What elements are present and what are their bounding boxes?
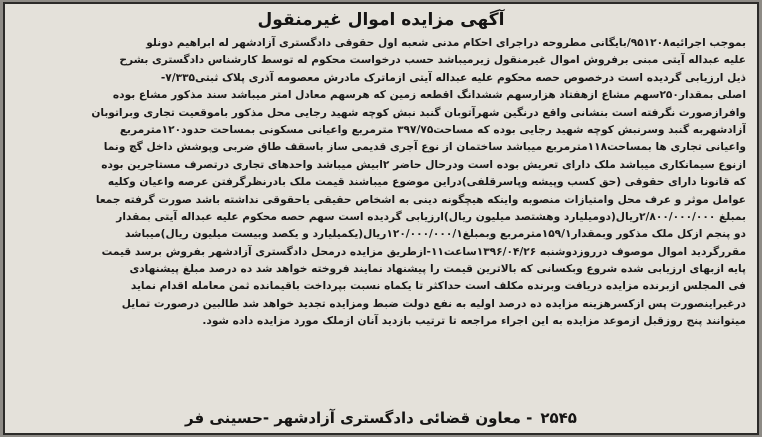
notice-line: بموجب اجرائیه۹۵۱۲۰۸/بایگانی مطروحه دراجرای احکام مدنی شعبه اول حقوقی دادگستری آزادشهر له ابراهیم دونلو [146,37,746,49]
notice-line: درغیراینصورت پس ازکسرهزینه مزایده ده درصد اولیه به نفع دولت ضبط ومزایده تجدید خواهد شد طالبین درصورت تمایل [121,297,746,310]
notice-title: آگهی مزایده اموال غیرمنقول [257,10,505,30]
footer-signature: - معاون قضائی دادگستری آزادشهر -حسینی فر [185,409,533,427]
notice-line: مقررگردید اموال موصوف درروزدوشنبه ۱۳۹۶/۰۴/۲۶ساعت۱۱-ازطریق مزایده درمحل دادگستری آزادشهر بفروش برسد قیمت [101,245,746,258]
notice-footer [5,406,757,430]
notice-line: اصلی بمقدار۲۵۰سهم مشاع ازهفتاد هزارسهم ششدانگ اقطعه زمین که هرسهم معادل امتر میباشد سند مذکور مشاع بوده [112,89,746,102]
notice-line: فی المجلس ازبرنده مزایده دریافت وبرنده مکلف است حداکثر تا یکماه نسبت بپرداخت باقیمانده ثمن معامله اقدام نماید [130,280,746,293]
notice-line: علیه عبداله آیتی مبنی برفروش اموال غیرمنقول زیرمیباشد حسب درخواست محکوم له توسط کارشناس دادگستری بشرح [119,54,746,67]
notice-line: که قانونا دارای حقوقی (حق کسب وپیشه وپاسرقلفی)دراین موضوع میباشند قیمت ملک بادرنظرگرفتن عرصه واعیان وکلیه [107,176,746,189]
notice-body [14,35,746,331]
footer-number: ۲۵۴۵ [540,409,577,427]
notice-line: واعیانی تجاری ها بمساحت۱۱۸مترمربع میباشد ساختمان از نوع آجری قدیمی ساز باسقف طاق ضربی وپوشش داخل گچ ونما [103,141,746,154]
notice-line: بمبلغ ۲/۸۰۰/۰۰۰/۰۰۰ریال(دومیلیارد وهشتصد میلیون ریال)ارزیابی گردیده است سهم حصه محکوم علیه عبداله آیتی بمقدار [116,210,746,223]
notice-line: پایه ازبهای ارزیابی شده شروع وبکسانی که بالاترین قیمت را پیشنهاد نمایند فروخته خواهد شد ده درصد مبلغ پیشنهادی [129,263,746,276]
notice-line: وافرازصورت نگرفته است بنشانی واقع درنگین شهرآتوبان گنبد نبش کوچه شهید رجایی محل مذکور باموقعیت تجاری وبراتوبان [91,106,746,119]
notice-line: میتوانند پنج روزقبل ازموعد مزایده به این اجراء مراجعه تا ترتیب بازدید آنان ازملک مورد مزایده داده شود. [202,315,746,328]
notice-line: ذیل ارزیابی گردیده است درخصوص حصه محکوم علیه عبداله آیتی ازماترک مادرش معصومه آذری پلاک ثبتی۷/۳۳۵- [160,71,746,84]
notice-line: آزادشهربه گنبد وسرنبش کوچه شهید رجایی بوده که مساحت۳۹۷/۷۵ مترمربع واعیانی مسکونی بمساحت حدود۱۲۰مترمربع [119,123,746,136]
notice-line: عوامل موثر و عرف محل وامتیازات منصوبه واینکه هیچگونه دینی به اشخاص حقیقی یاحقوقی نداشته باشد صورت گرفته جمعا [95,193,746,206]
notice-line: ازنوع سیمانکاری میباشد ملک دارای تعریش بوده است ودرحال حاضر ۲ابیش میباشد واحدهای تجاری درتصرف مستاجرین بوده [101,158,746,171]
notice-line: دو پنجم ازکل ملک مذکور وبمقدار۱۵۹/۱مترمربع وبمبلغ۱۲۰/۰۰۰/۰۰۰/۱ریال(یکمیلیارد و یکصد وبیست میلیون ریال)میباشد [124,228,746,241]
newspaper-clipping [3,2,759,435]
